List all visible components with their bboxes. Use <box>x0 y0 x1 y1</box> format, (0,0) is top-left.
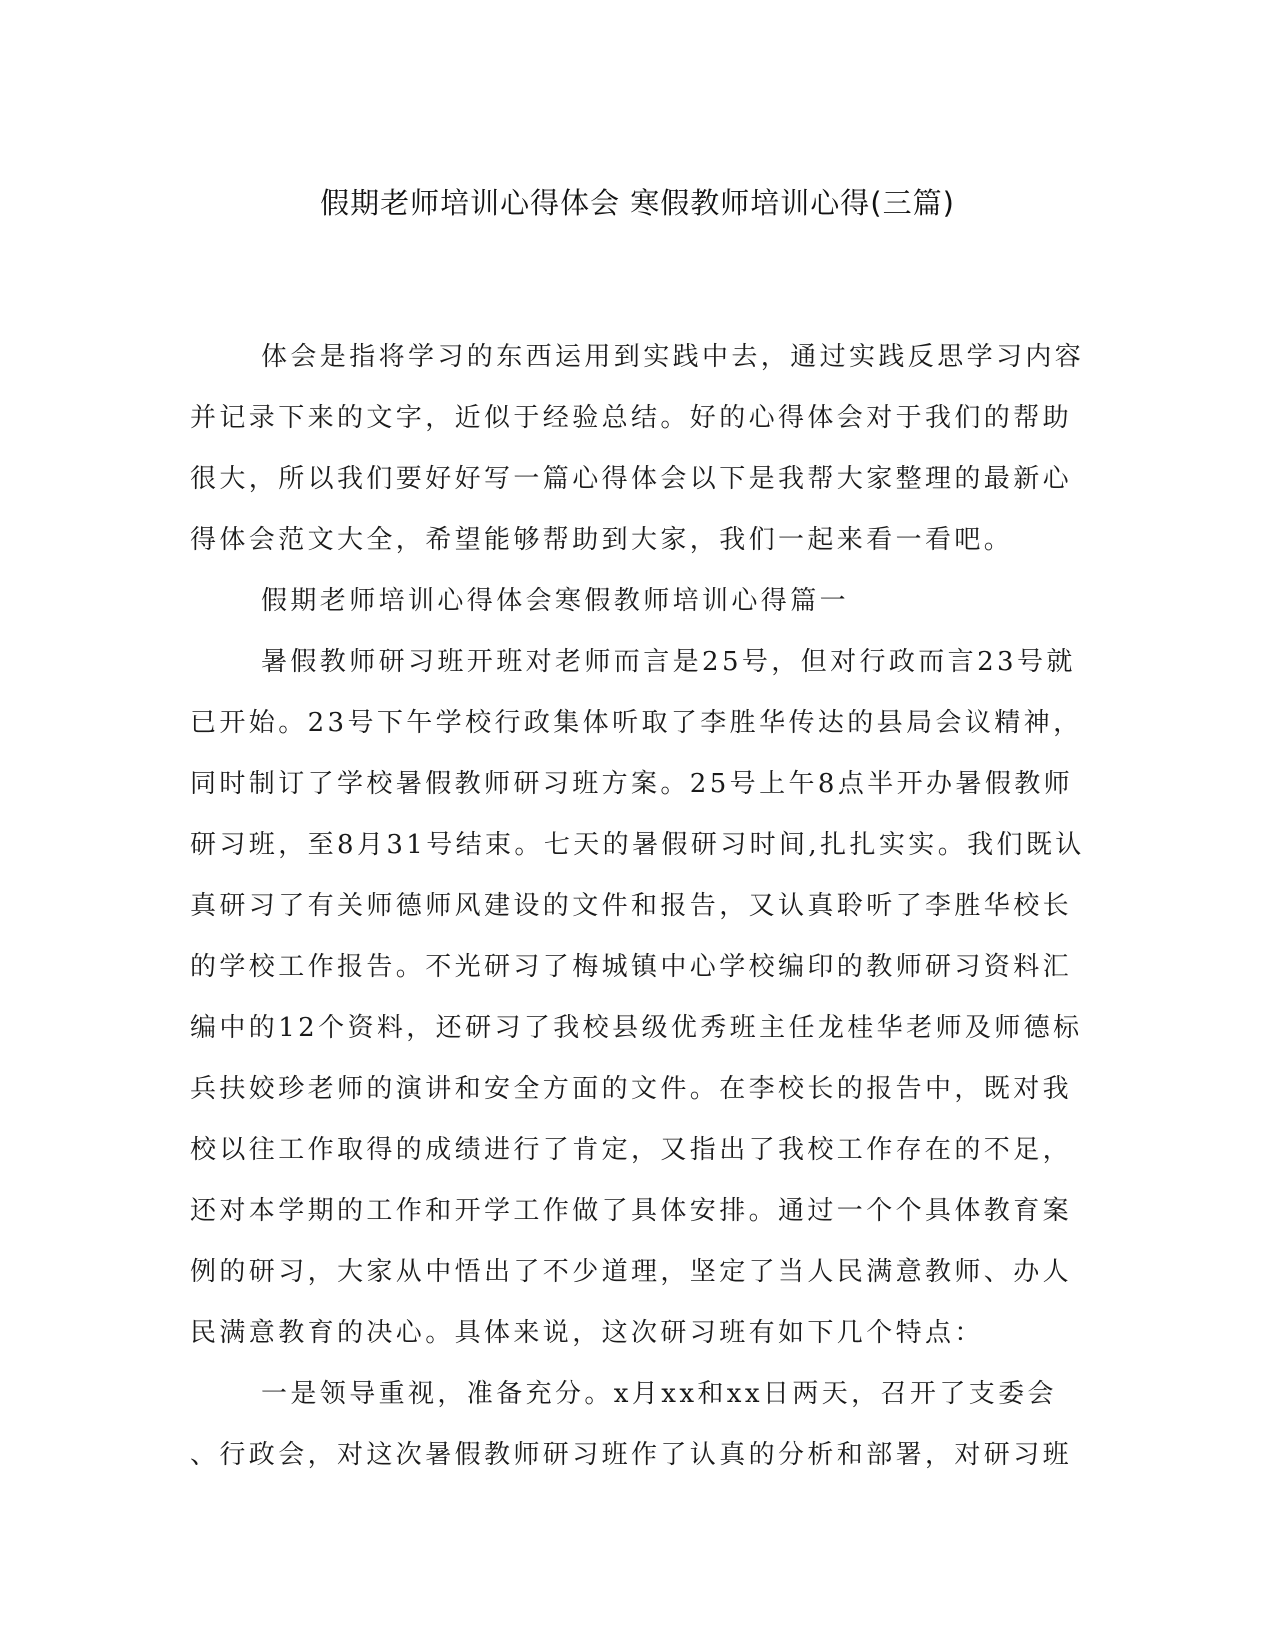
paragraph-line: 已开始。23号下午学校行政集体听取了李胜华传达的县局会议精神， <box>190 708 1083 738</box>
paragraph-line: 的学校工作报告。不光研习了梅城镇中心学校编印的教师研习资料汇 <box>190 952 1073 982</box>
document-title: 假期老师培训心得体会 寒假教师培训心得(三篇) <box>320 186 955 220</box>
section-heading: 假期老师培训心得体会寒假教师培训心得篇一 <box>261 586 850 616</box>
paragraph-line: 研习班，至8月31号结束。七天的暑假研习时间,扎扎实实。我们既认 <box>190 830 1085 860</box>
paragraph-line: 一是领导重视，准备充分。x月xx和xx日两天，召开了支委会 <box>261 1379 1057 1409</box>
paragraph-line: 得体会范文大全，希望能够帮助到大家，我们一起来看一看吧。 <box>190 525 1014 555</box>
paragraph-line: 同时制订了学校暑假教师研习班方案。25号上午8点半开办暑假教师 <box>190 769 1074 799</box>
document-body <box>190 336 1090 1495</box>
paragraph-line: 并记录下来的文字，近似于经验总结。好的心得体会对于我们的帮助 <box>190 403 1073 433</box>
paragraph-line: 例的研习，大家从中悟出了不少道理，坚定了当人民满意教师、办人 <box>190 1257 1073 1287</box>
paragraph-line: 暑假教师研习班开班对老师而言是25号，但对行政而言23号就 <box>261 647 1076 677</box>
paragraph-line: 、行政会，对这次暑假教师研习班作了认真的分析和部署，对研习班 <box>190 1440 1073 1470</box>
paragraph-line: 真研习了有关师德师风建设的文件和报告，又认真聆听了李胜华校长 <box>190 891 1073 921</box>
paragraph-line: 体会是指将学习的东西运用到实践中去，通过实践反思学习内容 <box>261 342 1085 372</box>
paragraph-line: 还对本学期的工作和开学工作做了具体安排。通过一个个具体教育案 <box>190 1196 1073 1226</box>
paragraph-line: 民满意教育的决心。具体来说，这次研习班有如下几个特点： <box>190 1318 984 1348</box>
paragraph-line: 编中的12个资料，还研习了我校县级优秀班主任龙桂华老师及师德标 <box>190 1013 1083 1043</box>
paragraph-line: 校以往工作取得的成绩进行了肯定，又指出了我校工作存在的不足， <box>190 1135 1073 1165</box>
paragraph-line: 兵扶姣珍老师的演讲和安全方面的文件。在李校长的报告中，既对我 <box>190 1074 1073 1104</box>
paragraph-line: 很大，所以我们要好好写一篇心得体会以下是我帮大家整理的最新心 <box>190 464 1073 494</box>
